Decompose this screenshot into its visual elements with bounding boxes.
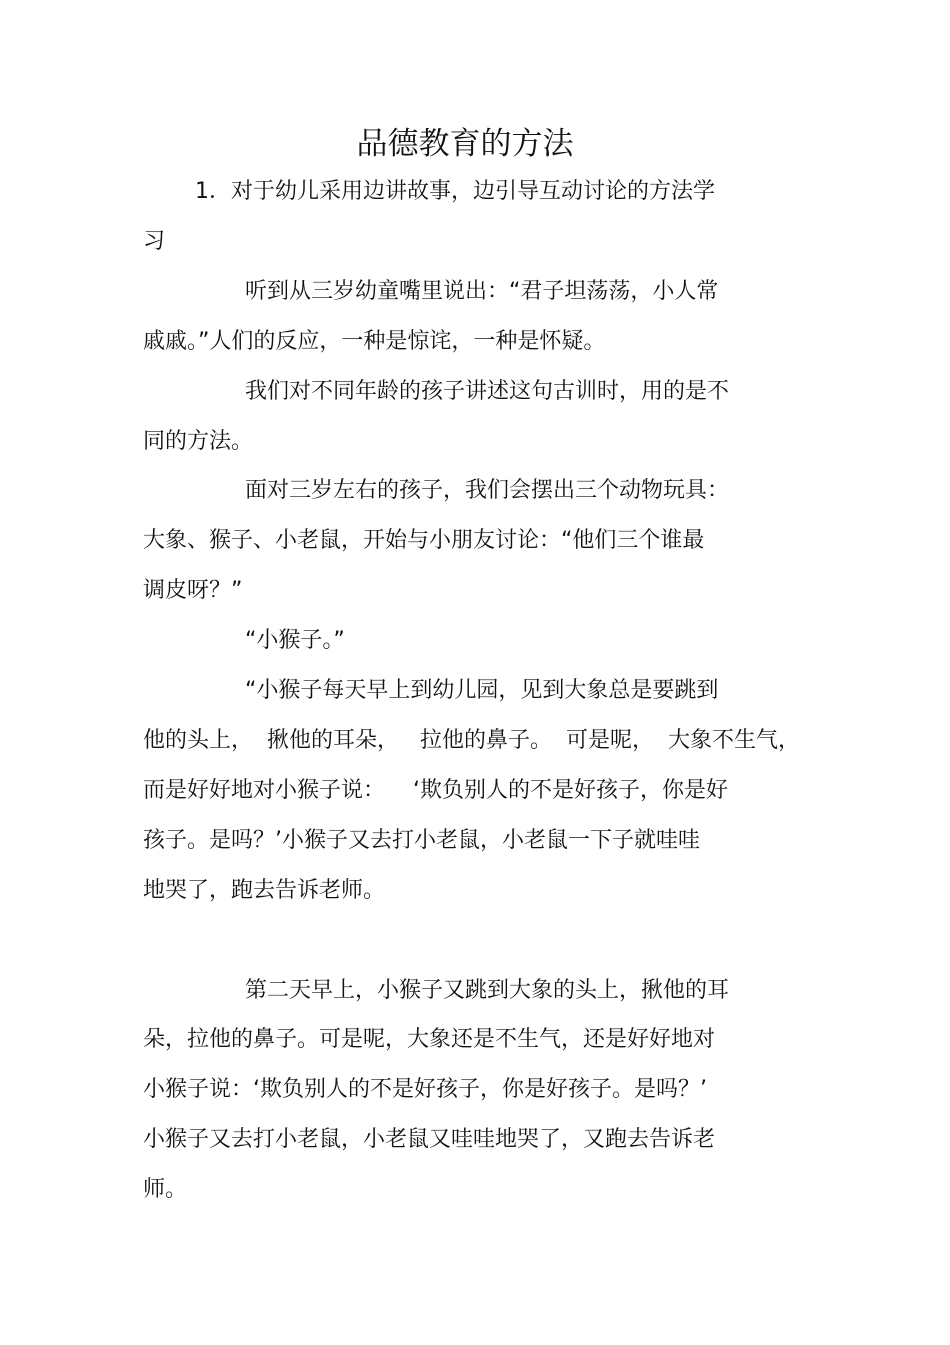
- text-line: 朵，拉他的鼻子。可是呢，大象还是不生气，还是好好地对: [143, 1027, 716, 1052]
- text-line: 师。: [143, 1177, 188, 1202]
- text-line: 而是好好地对小猴子说： ‘欺负别人的不是好孩子，你是好: [143, 778, 728, 803]
- document-title: 品德教育的方法: [356, 126, 574, 162]
- text-line: 戚戚。”人们的反应，一种是惊诧，一种是怀疑。: [143, 329, 606, 354]
- text-line: “小猴子。”: [245, 628, 345, 653]
- text-line: 大象、猴子、小老鼠，开始与小朋友讨论：“他们三个谁最: [143, 528, 705, 553]
- text-line: 我们对不同年龄的孩子讲述这句古训时，用的是不: [245, 379, 730, 404]
- text-line: 他的头上， 揪他的耳朵， 拉他的鼻子。 可是呢， 大象不生气，: [143, 728, 800, 753]
- text-line: 地哭了，跑去告诉老师。: [143, 878, 386, 903]
- text-line: 习: [143, 229, 166, 254]
- text-line: 第二天早上，小猴子又跳到大象的头上，揪他的耳: [245, 978, 730, 1003]
- text-line: 小猴子说：‘欺负别人的不是好孩子，你是好孩子。是吗？’: [143, 1077, 707, 1102]
- text-line: 小猴子又去打小老鼠，小老鼠又哇哇地哭了，又跑去告诉老: [143, 1127, 716, 1152]
- text-line: “小猴子每天早上到幼儿园，见到大象总是要跳到: [245, 678, 719, 703]
- text-line: 孩子。是吗？’小猴子又去打小老鼠，小老鼠一下子就哇哇: [143, 828, 700, 853]
- text-line: 听到从三岁幼童嘴里说出：“君子坦荡荡，小人常: [245, 279, 719, 304]
- text-line: 同的方法。: [143, 429, 254, 454]
- text-line: 面对三岁左右的孩子，我们会摆出三个动物玩具：: [245, 478, 730, 503]
- text-line: 调皮呀？”: [143, 578, 243, 603]
- text-line: 1．对于幼儿采用边讲故事，边引导互动讨论的方法学: [195, 179, 715, 204]
